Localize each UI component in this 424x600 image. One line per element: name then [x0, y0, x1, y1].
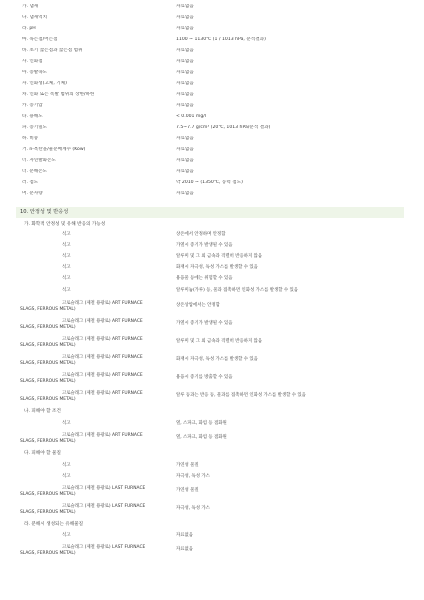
reactivity-value: 알루미 및 그 외 금속과 격렬히 반응하지 않음 [176, 254, 263, 259]
material-value: 가연성 물질 [176, 463, 199, 468]
material-value: 자극성, 독성 가스 [176, 474, 210, 479]
reactivity-value: 가열시 증기가 발생될 수 있음 [176, 321, 233, 326]
substance-name: 고로슬래그 (제철 용광로) ART FURNACE [62, 373, 143, 378]
substance-name-cont: SLAGS, FERROUS METAL) [20, 325, 76, 330]
substance-name: 석고 [62, 463, 71, 468]
property-value: 자료없음 [176, 48, 194, 53]
substance-name: 고로슬래그 (제철 용광로) ART FURNACE [62, 433, 143, 438]
condition-value: 열, 스파크, 화염 등 점화원 [176, 421, 227, 426]
property-value: 자료없음 [176, 26, 194, 31]
reactivity-value: 용융물 등에는 위험할 수 있음 [176, 276, 233, 281]
substance-name: 석고 [62, 265, 71, 270]
property-label: 자. 인화성(고체, 기체) [22, 81, 67, 86]
property-label: 가. 냄새 [22, 4, 39, 9]
substance-name: 석고 [62, 533, 71, 538]
property-label: 파. 증기밀도 [22, 125, 48, 130]
substance-name-cont: SLAGS, FERROUS METAL) [20, 307, 76, 312]
substance-name: 고로슬래그 (제철 용광로) LAST FURNACE [62, 504, 146, 509]
property-value: 1100 ~ 1130℃ (1 / 1013 hPa, 분석결과) [176, 37, 266, 42]
substance-name: 고로슬래그 (제철 용광로) LAST FURNACE [62, 545, 146, 550]
substance-name: 석고 [62, 474, 71, 479]
substance-name-cont: SLAGS, FERROUS METAL) [20, 510, 76, 515]
substance-name-cont: SLAGS, FERROUS METAL) [20, 379, 76, 384]
substance-name-cont: SLAGS, FERROUS METAL) [20, 492, 76, 497]
reactivity-value: 상온상압에서는 안정함 [176, 303, 220, 308]
condition-value: 열, 스파크, 화염 등 점화원 [176, 435, 227, 440]
substance-name: 석고 [62, 254, 71, 259]
property-value: 자료없음 [176, 4, 194, 9]
reactivity-value: 용융시 증기를 방출할 수 있음 [176, 375, 233, 380]
substance-name-cont: SLAGS, FERROUS METAL) [20, 551, 76, 556]
property-label: 사. 인화점 [22, 59, 43, 64]
material-value: 자극성, 독성 가스 [176, 506, 210, 511]
property-value: 자료없음 [176, 103, 194, 108]
property-value: 7.5~7.7 g/cm³ (20℃, 1013 hPa/분석 결과) [176, 125, 271, 130]
reactivity-value: 화재시 자극성, 독성 가스를 발생할 수 있음 [176, 357, 258, 362]
property-label: 바. 초기 끓는점과 끓는점 범위 [22, 48, 83, 53]
property-value: 자료없음 [176, 169, 194, 174]
material-value: 가연성 물질 [176, 488, 199, 493]
subsection-heading: 다. 피해야 할 물질 [24, 451, 61, 456]
property-label: 카. 증기압 [22, 103, 43, 108]
decomposition-value: 자료없음 [176, 533, 193, 538]
substance-name: 석고 [62, 276, 71, 281]
property-value: 자료없음 [176, 70, 194, 75]
property-label: 하. 비중 [22, 136, 39, 141]
substance-name-cont: SLAGS, FERROUS METAL) [20, 397, 76, 402]
property-value: 자료없음 [176, 15, 194, 20]
property-label: 다. 냄새역치 [22, 15, 48, 20]
substance-name: 고로슬래그 (제철 용광로) ART FURNACE [62, 301, 143, 306]
decomposition-value: 자료없음 [176, 547, 193, 552]
substance-name-cont: SLAGS, FERROUS METAL) [20, 439, 76, 444]
property-label: 거. n-옥탄올/물분배계수 (Kow) [22, 147, 86, 152]
reactivity-value: 상온에서 안정하며 안정함 [176, 232, 226, 237]
property-label: 더. 분해온도 [22, 169, 48, 174]
property-value: 자료없음 [176, 136, 194, 141]
section-title: 10. 안정성 및 반응성 [20, 209, 69, 215]
property-value: 자료없음 [176, 158, 194, 163]
substance-name-cont: SLAGS, FERROUS METAL) [20, 361, 76, 366]
substance-name: 석고 [62, 288, 71, 293]
property-label: 마. 녹는점/어는점 [22, 37, 58, 42]
property-value: 약 2010 ~ (1350℃, 동력 점도) [176, 180, 243, 185]
substance-name: 석고 [62, 232, 71, 237]
subsection-heading: 나. 피해야 할 조건 [24, 409, 61, 414]
subsection-heading: 가. 화학적 안정성 및 유해 반응의 가능성 [24, 222, 106, 227]
property-value: < 0.001 mg/l [176, 114, 207, 119]
reactivity-value: 화재시 자극성, 독성 가스를 발생할 수 있음 [176, 265, 258, 270]
property-label: 타. 용해도 [22, 114, 43, 119]
substance-name: 석고 [62, 421, 71, 426]
property-label: 라. pH [22, 26, 36, 31]
property-label: 차. 인화 또는 폭발 범위의 상한/하한 [22, 92, 95, 97]
section-header-bar [16, 207, 404, 218]
property-value: 자료없음 [176, 191, 194, 196]
reactivity-value: 가열시 증기가 발생될 수 있음 [176, 243, 233, 248]
substance-name: 고로슬래그 (제철 용광로) ART FURNACE [62, 319, 143, 324]
substance-name-cont: SLAGS, FERROUS METAL) [20, 343, 76, 348]
property-value: 자료없음 [176, 147, 194, 152]
property-value: 자료없음 [176, 59, 194, 64]
property-label: 머. 분자량 [22, 191, 43, 196]
subsection-heading: 라. 분해시 생성되는 유해물질 [24, 522, 84, 527]
substance-name: 고로슬래그 (제철 용광로) ART FURNACE [62, 355, 143, 360]
substance-name: 석고 [62, 243, 71, 248]
reactivity-value: 알루미 및 그 외 금속과 격렬히 반응하지 않음 [176, 339, 263, 344]
substance-name: 고로슬래그 (제철 용광로) ART FURNACE [62, 337, 143, 342]
property-value: 자료없음 [176, 81, 194, 86]
substance-name: 고로슬래그 (제철 용광로) LAST FURNACE [62, 486, 146, 491]
substance-name: 고로슬래그 (제철 용광로) ART FURNACE [62, 391, 143, 396]
property-label: 너. 자연발화온도 [22, 158, 56, 163]
reactivity-value: 알루 등과는 반응 등, 물과를 접촉하면 인화성 가스를 발생할 수 있음 [176, 393, 306, 398]
property-value: 자료없음 [176, 92, 194, 97]
reactivity-value: 알루미늄(가루) 등, 물과 접촉하면 인화성 가스를 발생할 수 있음 [176, 288, 299, 293]
property-label: 러. 점도 [22, 180, 39, 185]
property-label: 아. 증발속도 [22, 70, 48, 75]
